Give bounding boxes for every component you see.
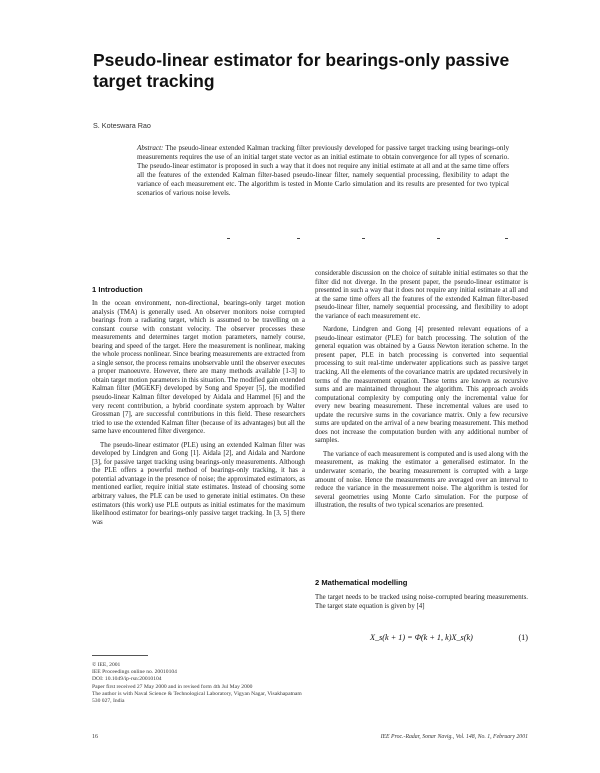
section-divider	[137, 238, 509, 242]
footnote-line: © IEE, 2001	[92, 662, 121, 668]
intro-paragraph: The variance of each measurement is computed and is used along with the measurement, as making the estimator a generalised estimator. In the underwater scenario, the bearing measurement is corrupted with a large amount of noise. Hence the measurements are averaged over an interval to reduce the variance in the measurement noise. The algorithm is tested for several geometries using Monte Carlo simulation. For the purpose of illustration, the results of two typical scenarios are presented.	[315, 450, 528, 510]
left-column	[92, 300, 305, 532]
intro-paragraph: The pseudo-linear estimator (PLE) using an extended Kalman filter was developed by Lindgren and Gong [1]. Aidala [2], and Aidala and Nardone [3], for passive target tracking using bearings-only measurements. Although the PLE offers a powerful method of bearings-only tracking, it has a potential advantage in the presence of noise; the approximated estimators, as mentioned earlier, require initial state estimates. Instead of choosing some arbitrary values, the PLE can be used to generate initial estimates. On these estimators (this work) use PLE outputs as initial estimates for the maximum likelihood estimator for bearings-only passive target tracking. In [3, 5] there was	[92, 441, 305, 526]
footnote-rule	[92, 655, 148, 656]
footnote-line: The author is with Naval Science & Technological Laboratory, Vigyan Nagar, Visakhapatnam 530 027, India	[92, 690, 302, 705]
footnote-line: DOI: 10.1049/ip-rsn:20010104	[92, 676, 162, 683]
intro-paragraph: considerable discussion on the choice of suitable initial estimates so that the filter did not diverge. In the present paper, the pseudo-linear estimator is presented in such a way that it does not require any initial estimate at all and at the same time offers all the features of the extended Kalman filter-based pseudo-linear filter, namely sequential processing, and flexibility to adopt the variance of each measurement etc.	[315, 270, 528, 320]
equation-number: (1)	[518, 633, 528, 642]
paper-author: S. Koteswara Rao	[93, 121, 151, 130]
footnotes	[92, 662, 305, 705]
intro-paragraph: In the ocean environment, non-directional, bearings-only target motion analysis (TMA) is generally used. An observer monitors noise corrupted bearings from a radiating target, which is assumed to be travelling on a constant course with constant velocity. The observer processes these measurements and determines target motion parameters, namely course, bearing and speed of the target. Here the measurement is nonlinear, making the whole process nonlinear. Since bearing measurements are extracted from a single sensor, the process remains unobservable until the observer executes a proper manoeuvre. However, there are many methods available [1-3] to obtain target motion parameters in this situation. The modified gain extended Kalman filter (MGEKF) developed by Song and Speyer [5], the modified pseudo-linear Kalman filter developed by Aidala and Hammel [6] and the very recent contribution, a hybrid coordinate system approach by Walter Grossman [7], are successful contributions in this field. These researchers tried to use the extended Kalman filter (because of its advantages) but all the same have encountered filter divergence.	[92, 300, 305, 436]
page-number: 16	[92, 734, 98, 740]
section-2-heading: 2 Mathematical modelling	[315, 578, 408, 587]
section-2-text: The target needs to be tracked using noise-corrupted bearing measurements. The target state equation is given by [4]	[315, 594, 528, 610]
equation-1	[370, 633, 528, 642]
equation-body: X_s(k + 1) = Φ(k + 1, k)X_s(k)	[370, 633, 473, 642]
paper-title: Pseudo-linear estimator for bearings-only passive target tracking	[93, 50, 510, 91]
journal-citation: IEE Proc.-Radar, Sonar Navig., Vol. 148, No. 1, February 2001	[380, 734, 528, 740]
abstract-label: Abstract:	[137, 144, 164, 152]
right-column	[315, 270, 528, 516]
footnote-line: IEE Proceedings online no. 20010104	[92, 669, 177, 676]
abstract-text: The pseudo-linear extended Kalman tracking filter previously developed for passive target tracking using bearings-only measurements requires the use of an initial target state vector as an initial estimate to obtain convergence for all types of scenario. The pseudo-linear estimator is proposed in such a way that it does not require any initial estimate at all and at the same time offers all the features of the extended Kalman filter-based pseudo-linear filter, namely sequential processing, flexibility to adapt the variance of each measurement etc. The algorithm is tested in Monte Carlo simulation and its results are presented for two typical scenarios of various noise levels.	[137, 144, 509, 198]
footnote-line: Paper first received 27 May 2000 and in revised form 4th Jul May 2000	[92, 683, 253, 690]
intro-paragraph: Nardone, Lindgren and Gong [4] presented relevant equations of a pseudo-linear estimator (PLE) for batch processing. The solution of the general equation was obtained by a Gauss Newton iteration scheme. In the present paper, PLE in batch processing is converted into sequential processing to suit real-time underwater applications such as passive target tracking. All the elements of the covariance matrix are updated recursively in terms of the measurement equation. These terms are known as recursive sums and are maintained throughout the algorithm. This approach avoids computational complexity by computing only the incremental value for every new bearing measurement. These incremental values are used to update the recursive sums in the covariance matrix. Only a few recursive sums are updated on the arrival of a new bearing measurement. This method does not increase the computation burden with any additional number of samples.	[315, 326, 528, 445]
section-1-heading: 1 Introduction	[92, 285, 143, 294]
abstract	[137, 144, 509, 199]
